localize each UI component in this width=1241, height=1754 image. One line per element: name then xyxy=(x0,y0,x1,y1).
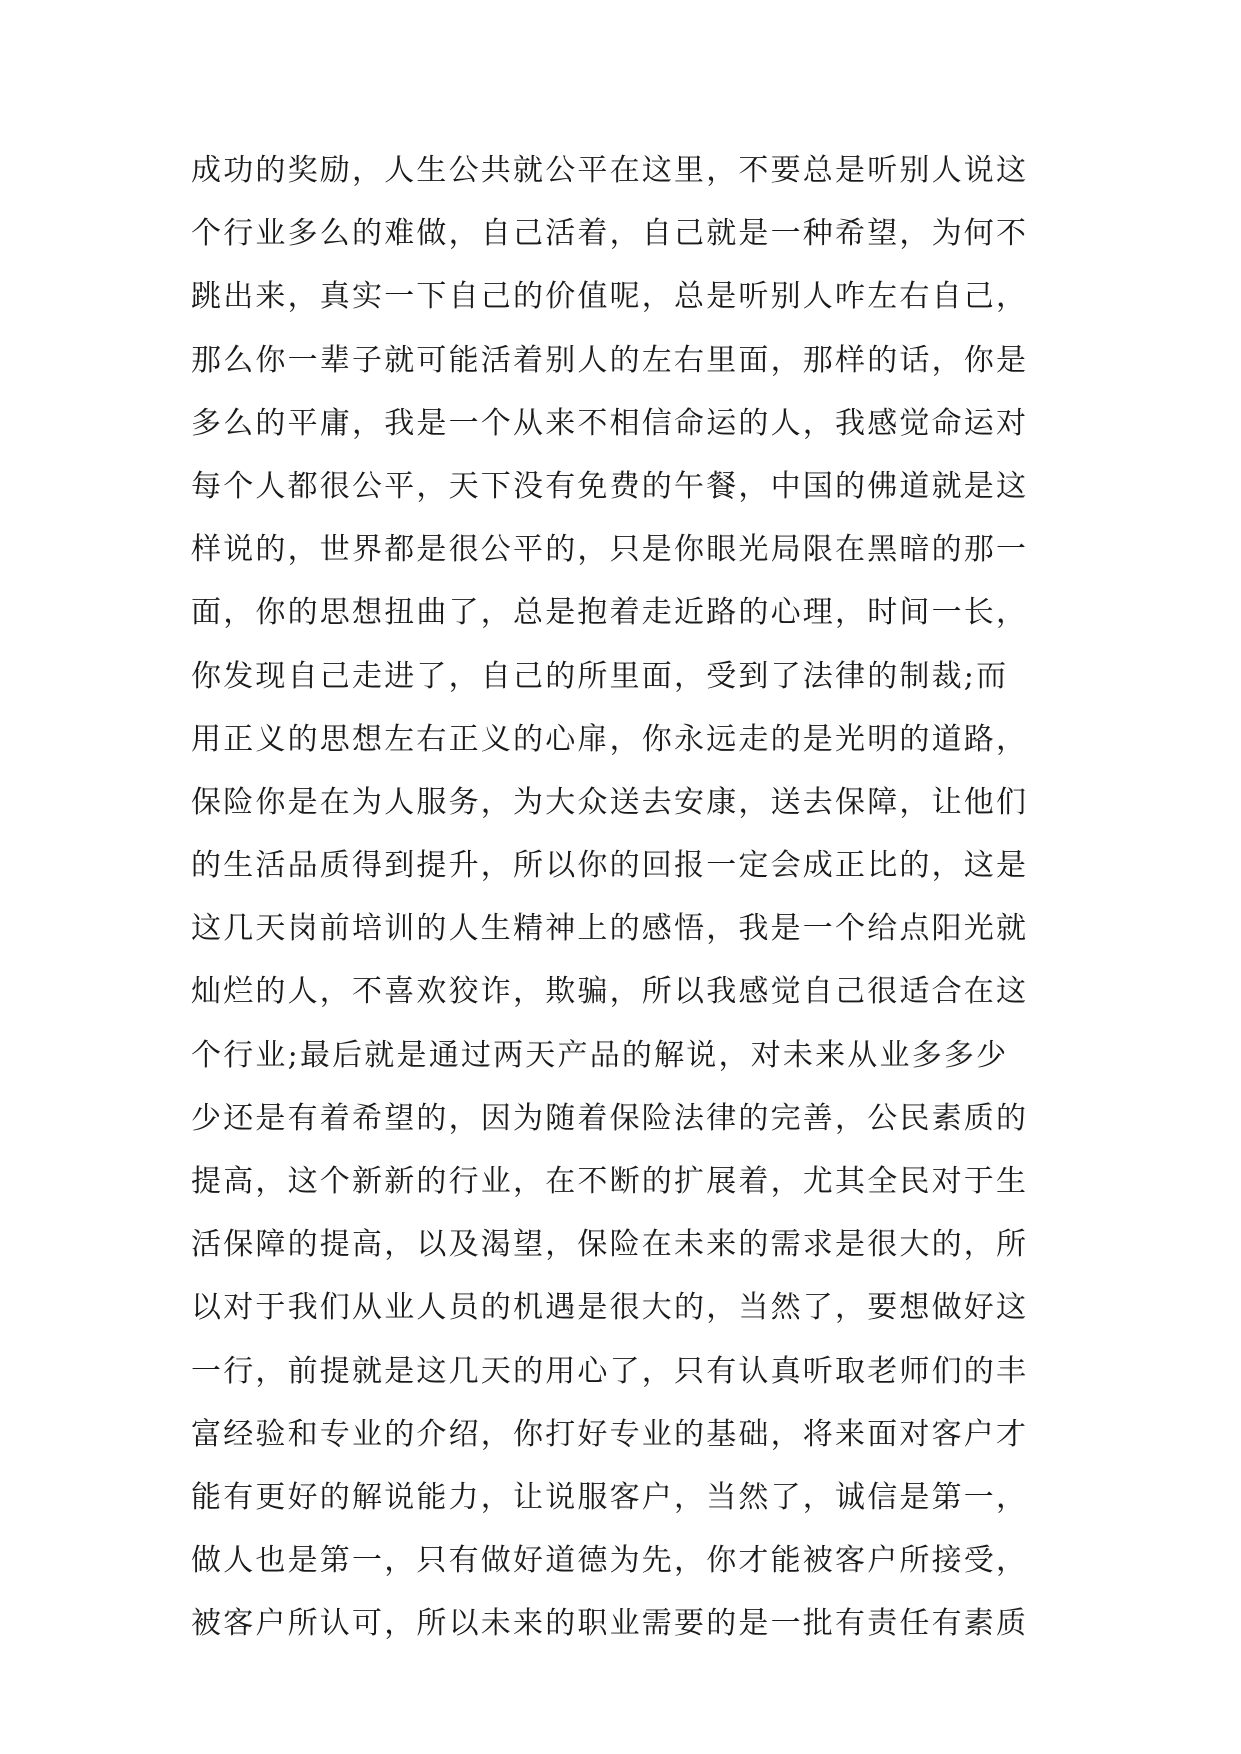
text-line: 这几天岗前培训的人生精神上的感悟，我是一个给点阳光就 xyxy=(191,911,1029,947)
text-line: 每个人都很公平，天下没有免费的午餐，中国的佛道就是这 xyxy=(191,468,1029,504)
text-line: 个行业;最后就是通过两天产品的解说，对未来从业多多少 xyxy=(191,1037,1009,1073)
text-line: 活保障的提高，以及渴望，保险在未来的需求是很大的，所 xyxy=(191,1227,1029,1263)
body-paragraph xyxy=(191,139,1071,1656)
text-line: 跳出来，真实一下自己的价值呢，总是听别人咋左右自己， xyxy=(191,279,1029,315)
text-line: 提高，这个新新的行业，在不断的扩展着，尤其全民对于生 xyxy=(191,1164,1029,1199)
text-line: 多么的平庸，我是一个从来不相信命运的人，我感觉命运对 xyxy=(191,405,1029,441)
text-line: 你发现自己走进了，自己的所里面，受到了法律的制裁;而 xyxy=(191,658,1009,694)
text-line: 以对于我们从业人员的机遇是很大的，当然了，要想做好这 xyxy=(191,1290,1029,1326)
text-line: 个行业多么的难做，自己活着，自己就是一种希望，为何不 xyxy=(191,216,1029,252)
text-line: 灿烂的人，不喜欢狡诈，欺骗，所以我感觉自己很适合在这 xyxy=(191,974,1029,1010)
text-line: 样说的，世界都是很公平的，只是你眼光局限在黑暗的那一 xyxy=(191,532,1029,568)
text-line: 的生活品质得到提升，所以你的回报一定会成正比的，这是 xyxy=(191,848,1029,884)
text-line: 保险你是在为人服务，为大众送去安康，送去保障，让他们 xyxy=(191,784,1029,820)
text-line: 能有更好的解说能力，让说服客户，当然了，诚信是第一， xyxy=(191,1479,1029,1515)
text-line: 富经验和专业的介绍，你打好专业的基础，将来面对客户才 xyxy=(191,1416,1029,1452)
text-line: 面，你的思想扭曲了，总是抱着走近路的心理，时间一长， xyxy=(191,595,1029,631)
text-line: 少还是有着希望的，因为随着保险法律的完善，公民素质的 xyxy=(191,1100,1029,1136)
text-line: 那么你一辈子就可能活着别人的左右里面，那样的话，你是 xyxy=(191,342,1029,378)
text-line: 用正义的思想左右正义的心扉，你永远走的是光明的道路， xyxy=(191,721,1029,757)
text-line: 成功的奖励，人生公共就公平在这里，不要总是听别人说这 xyxy=(191,153,1029,188)
text-line: 一行，前提就是这几天的用心了，只有认真听取老师们的丰 xyxy=(191,1353,1029,1389)
text-line: 做人也是第一，只有做好道德为先，你才能被客户所接受， xyxy=(191,1543,1029,1579)
text-line: 被客户所认可，所以未来的职业需要的是一批有责任有素质 xyxy=(191,1606,1029,1642)
